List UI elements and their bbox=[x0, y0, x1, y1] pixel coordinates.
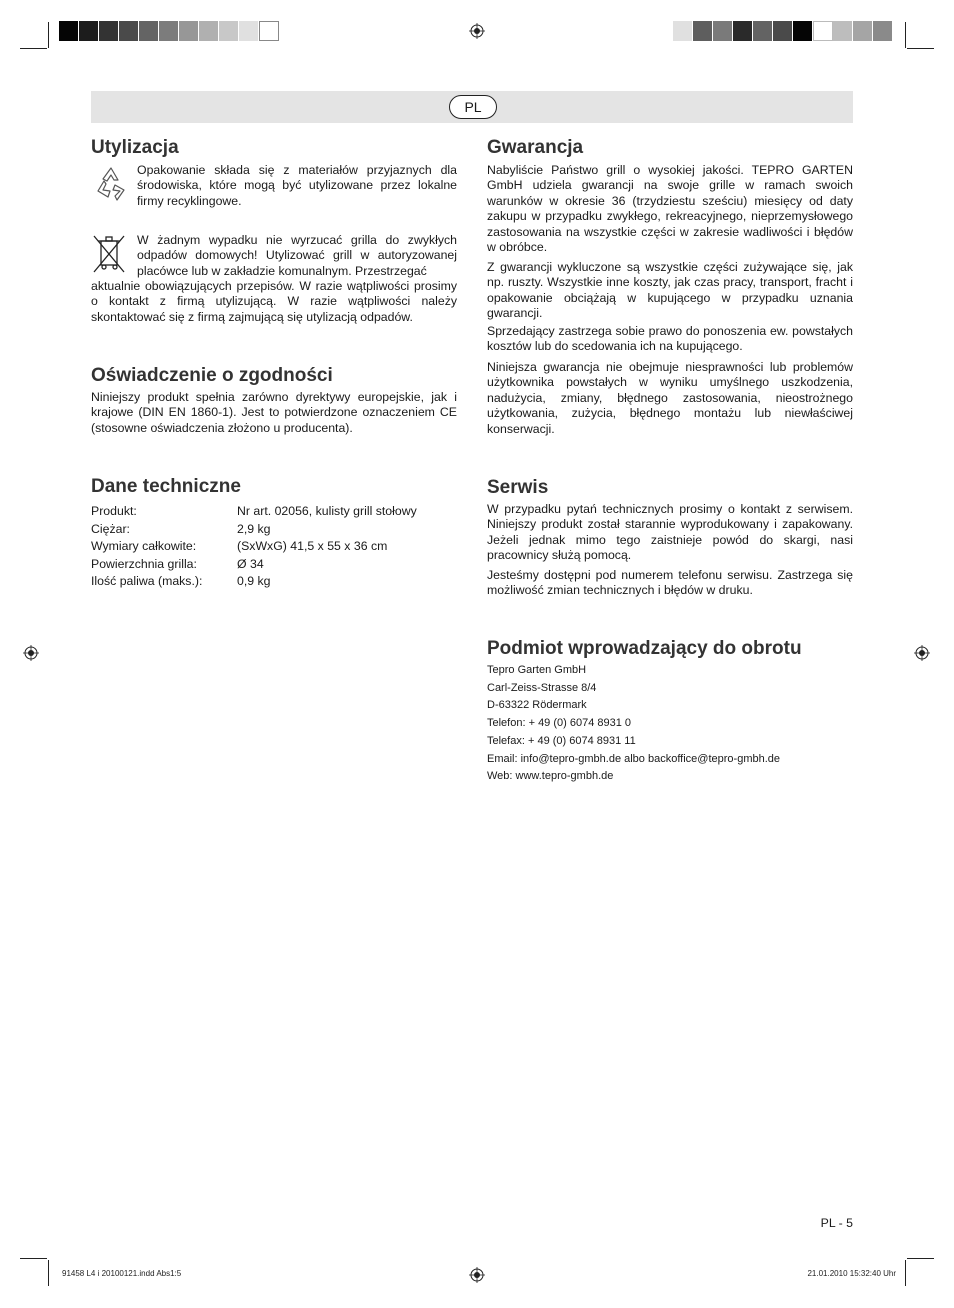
importer-address bbox=[487, 662, 780, 786]
zgodnosc-text: Niniejszy produkt spełnia zarówno dyrektywy europejskie, jak i krajowe (DIN EN 1860-1). Jest to potwierdzone oznaczeniem CE (stosowne oświadczenia złożono u producenta). bbox=[91, 390, 457, 435]
tech-specs-table bbox=[91, 503, 417, 591]
crop-mark bbox=[907, 1258, 934, 1259]
spec-value: Nr art. 02056, kulisty grill stołowy bbox=[237, 504, 417, 518]
spec-label: Powierzchnia grilla: bbox=[91, 556, 197, 571]
file-info: 91458 L4 i 20100121.indd Abs1:5 bbox=[62, 1269, 182, 1278]
crop-mark bbox=[907, 48, 934, 49]
utylizacja-disposal-text-a: W żadnym wypadku nie wyrzucać grilla do zwykłych odpadów domowych! Utylizować grill w autoryzowanej placówce lub w zakładzie komunalnym. Przestrzegać bbox=[137, 233, 457, 278]
fax-line: Telefax: + 49 (0) 6074 8931 11 bbox=[487, 734, 636, 747]
registration-mark-icon bbox=[469, 1267, 485, 1283]
serwis-text-2: Jesteśmy dostępni pod numerem telefonu serwisu. Zastrzega się możliwość zmian technicznych i błędów w druku. bbox=[487, 568, 853, 598]
section-title-gwarancja: Gwarancja bbox=[487, 137, 584, 158]
section-title-podmiot: Podmiot wprowadzający do obrotu bbox=[487, 638, 802, 659]
spec-label: Ciężar: bbox=[91, 521, 130, 536]
email-line: Email: info@tepro-gmbh.de albo backoffice@tepro-gmbh.de bbox=[487, 752, 781, 765]
address-line: D-63322 Rödermark bbox=[487, 699, 587, 712]
spec-value: (SxWxG) 41,5 x 55 x 36 cm bbox=[237, 539, 388, 554]
address-line: Tepro Garten GmbH bbox=[487, 664, 587, 676]
gwarancja-text-1: Nabyliście Państwo grill o wysokiej jakości. TEPRO GARTEN GmbH udziela gwarancji na swoje grille w ramach swoich warunków w okresie 36 (trzydziestu sześciu) miesięcy od daty zakupu w przypadku zwykłego, rekreacyjnego, nieprzemysłowego zastosowania na wszystkie części w zakresie wadliwości i błędów w obróbce. bbox=[487, 163, 853, 255]
spec-label: Produkt: bbox=[91, 504, 137, 518]
spec-label: Ilość paliwa (maks.): bbox=[91, 574, 203, 589]
spec-row bbox=[91, 503, 417, 521]
crossed-bin-icon bbox=[91, 233, 127, 275]
print-date: 21.01.2010 15:32:40 Uhr bbox=[807, 1269, 896, 1278]
spec-row bbox=[91, 521, 417, 539]
spec-value: 2,9 kg bbox=[237, 521, 271, 536]
serwis-text-1: W przypadku pytań technicznych prosimy o kontakt z serwisem. Niniejszy produkt został starannie wyprodukowany i zapakowany. Jeżeli jednak mimo tego zaistnieje powód do skargi, nasi pracownicy służą pomocą. bbox=[487, 502, 853, 563]
phone-line: Telefon: + 49 (0) 6074 8931 0 bbox=[487, 717, 632, 730]
section-title-zgodnosc: Oświadczenie o zgodności bbox=[91, 365, 333, 386]
utylizacja-disposal-text-b: aktualnie obowiązujących przepisów. W razie wątpliwości prosimy o kontakt z firmą utylizującą. W razie wątpliwości należy skontaktować się z firmą zajmującą się utylizacją odpadów. bbox=[91, 279, 457, 324]
crop-mark bbox=[20, 48, 47, 49]
gwarancja-text-2: Z gwarancji wykluczone są wszystkie części zużywające się, jak np. ruszty. Wszystkie inne koszty, jak czas pracy, transport, fracht i opakowanie obciążają w kupującego w przypadku uznania gwarancji. bbox=[487, 260, 853, 321]
registration-mark-icon bbox=[914, 645, 930, 661]
crop-mark bbox=[905, 1260, 906, 1286]
gwarancja-text-4: Niniejsza gwarancja nie obejmuje niesprawności lub problemów użytkownika powstałych w wyniku umyślnego uszkodzenia, nadużycia, zmiany, błędnego zastosowania, nieostrożnego użytkowania, zużycia, błędnego montażu lub niewłaściwej konserwacji. bbox=[487, 360, 853, 436]
color-bar-right bbox=[673, 21, 893, 41]
crop-mark bbox=[20, 1258, 47, 1259]
section-title-dane: Dane techniczne bbox=[91, 476, 241, 497]
gwarancja-text-3: Sprzedający zastrzega sobie prawo do ponoszenia ew. powstałych kosztów lub do scedowania ich na kupującego. bbox=[487, 324, 853, 354]
color-bar-left bbox=[59, 21, 279, 41]
spec-row bbox=[91, 538, 417, 556]
crop-mark bbox=[48, 1260, 49, 1286]
utylizacja-packaging-text: Opakowanie składa się z materiałów przyjaznych dla środowiska, które mogą być utylizowane przez lokalne firmy recyklingowe. bbox=[137, 163, 457, 208]
spec-row bbox=[91, 556, 417, 574]
recycling-icon bbox=[91, 163, 131, 203]
page-number: PL - 5 bbox=[820, 1216, 853, 1230]
address-line: Carl-Zeiss-Strasse 8/4 bbox=[487, 681, 597, 694]
crop-mark bbox=[905, 22, 906, 48]
registration-mark-icon bbox=[23, 645, 39, 661]
language-badge: PL bbox=[449, 95, 497, 119]
spec-value: Ø 34 bbox=[237, 556, 264, 571]
section-title-utylizacja: Utylizacja bbox=[91, 137, 179, 158]
registration-mark-icon bbox=[469, 23, 485, 39]
spec-value: 0,9 kg bbox=[237, 574, 271, 589]
crop-mark bbox=[48, 22, 49, 48]
spec-label: Wymiary całkowite: bbox=[91, 539, 197, 554]
section-title-serwis: Serwis bbox=[487, 477, 549, 498]
spec-row bbox=[91, 573, 417, 591]
web-line: Web: www.tepro-gmbh.de bbox=[487, 770, 614, 783]
